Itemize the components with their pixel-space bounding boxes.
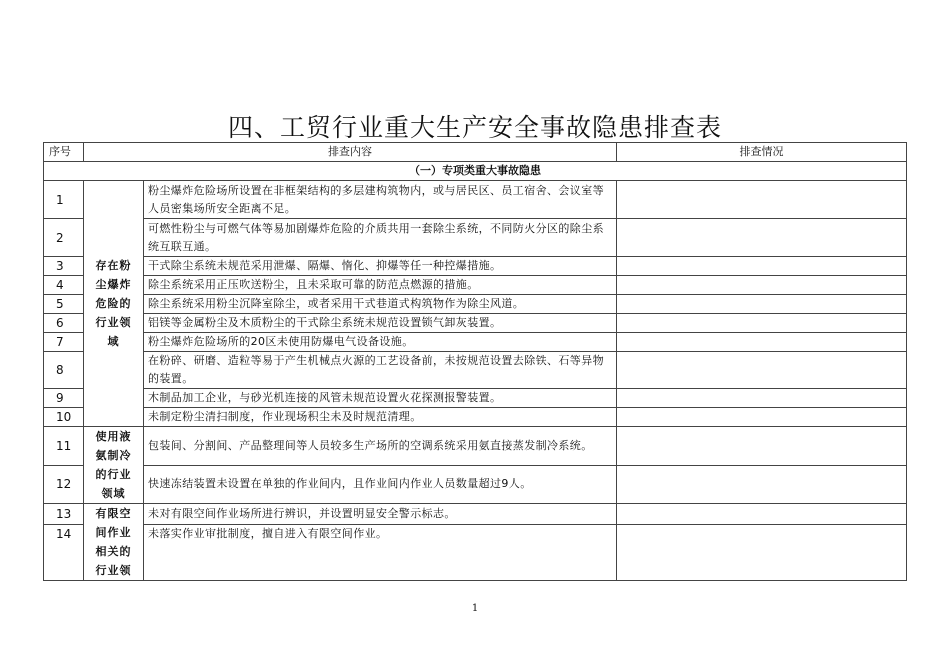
table-header-row: [44, 143, 907, 162]
row-content: 未制定粉尘清扫制度，作业现场积尘未及时规范清理。: [144, 408, 617, 427]
row-number: 4: [44, 276, 84, 295]
row-status[interactable]: [617, 219, 907, 257]
row-number: 10: [44, 408, 84, 427]
row-status[interactable]: [617, 276, 907, 295]
row-content: 包装间、分割间、产品整理间等人员较多生产场所的空调系统采用氨直接蒸发制冷系统。: [144, 427, 617, 466]
table-row: [44, 333, 907, 352]
row-status[interactable]: [617, 408, 907, 427]
table-row: [44, 352, 907, 389]
row-content: 快速冻结装置未设置在单独的作业间内，且作业间内作业人员数量超过9人。: [144, 465, 617, 504]
row-number: 14: [44, 524, 84, 580]
row-number: 9: [44, 389, 84, 408]
row-number: 6: [44, 314, 84, 333]
header-no: 序号: [44, 143, 84, 162]
row-content: 木制品加工企业，与砂光机连接的风管未规范设置火花探测报警装置。: [144, 389, 617, 408]
row-content: 未对有限空间作业场所进行辨识，并设置明显安全警示标志。: [144, 504, 617, 525]
row-status[interactable]: [617, 389, 907, 408]
row-number: 1: [44, 181, 84, 219]
row-status[interactable]: [617, 295, 907, 314]
header-status: 排查情况: [617, 143, 907, 162]
row-content: 粉尘爆炸危险场所设置在非框架结构的多层建构筑物内，或与居民区、员工宿舍、会议室等人员密集场所安全距离不足。: [144, 181, 617, 219]
row-status[interactable]: [617, 181, 907, 219]
row-number: 3: [44, 257, 84, 276]
row-content: 在粉碎、研磨、造粒等易于产生机械点火源的工艺设备前，未按规范设置去除铁、石等异物的装置。: [144, 352, 617, 389]
table-row: [44, 276, 907, 295]
table-row: [44, 257, 907, 276]
table-row: [44, 181, 907, 219]
row-number: 8: [44, 352, 84, 389]
category-confined-space: 有限空间作业相关的行业领: [84, 504, 144, 581]
row-content: 粉尘爆炸危险场所的20区未使用防爆电气设备设施。: [144, 333, 617, 352]
row-status[interactable]: [617, 257, 907, 276]
row-content: 除尘系统采用正压吹送粉尘，且未采取可靠的防范点燃源的措施。: [144, 276, 617, 295]
hazard-checklist-table: [43, 142, 907, 581]
header-content: 排查内容: [84, 143, 617, 162]
row-status[interactable]: [617, 314, 907, 333]
page-title: 四、工贸行业重大生产安全事故隐患排查表: [227, 113, 722, 142]
table-row: [44, 389, 907, 408]
row-status[interactable]: [617, 352, 907, 389]
row-content: 未落实作业审批制度，擅自进入有限空间作业。: [144, 524, 617, 580]
row-status[interactable]: [617, 504, 907, 525]
table-row: [44, 465, 907, 504]
category-dust: 存在粉尘爆炸危险的行业领域: [84, 181, 144, 427]
row-status[interactable]: [617, 524, 907, 580]
table-row: [44, 427, 907, 466]
table-row: [44, 524, 907, 580]
table-row: [44, 295, 907, 314]
row-content: 干式除尘系统未规范采用泄爆、隔爆、惰化、抑爆等任一种控爆措施。: [144, 257, 617, 276]
row-content: 除尘系统采用粉尘沉降室除尘，或者采用干式巷道式构筑物作为除尘风道。: [144, 295, 617, 314]
row-content: 可燃性粉尘与可燃气体等易加剧爆炸危险的介质共用一套除尘系统，不同防火分区的除尘系统互联互通。: [144, 219, 617, 257]
section-row: [44, 162, 907, 181]
page-number: 1: [471, 603, 479, 614]
category-ammonia: 使用液氨制冷的行业领域: [84, 427, 144, 504]
row-number: 13: [44, 504, 84, 525]
table-row: [44, 314, 907, 333]
row-number: 7: [44, 333, 84, 352]
row-number: 2: [44, 219, 84, 257]
table-row: [44, 504, 907, 525]
row-status[interactable]: [617, 465, 907, 504]
row-number: 11: [44, 427, 84, 466]
row-number: 5: [44, 295, 84, 314]
row-status[interactable]: [617, 333, 907, 352]
section-title: （一）专项类重大事故隐患: [44, 162, 907, 181]
table-row: [44, 408, 907, 427]
row-status[interactable]: [617, 427, 907, 466]
row-number: 12: [44, 465, 84, 504]
row-content: 铝镁等金属粉尘及木质粉尘的干式除尘系统未规范设置锁气卸灰装置。: [144, 314, 617, 333]
table-row: [44, 219, 907, 257]
